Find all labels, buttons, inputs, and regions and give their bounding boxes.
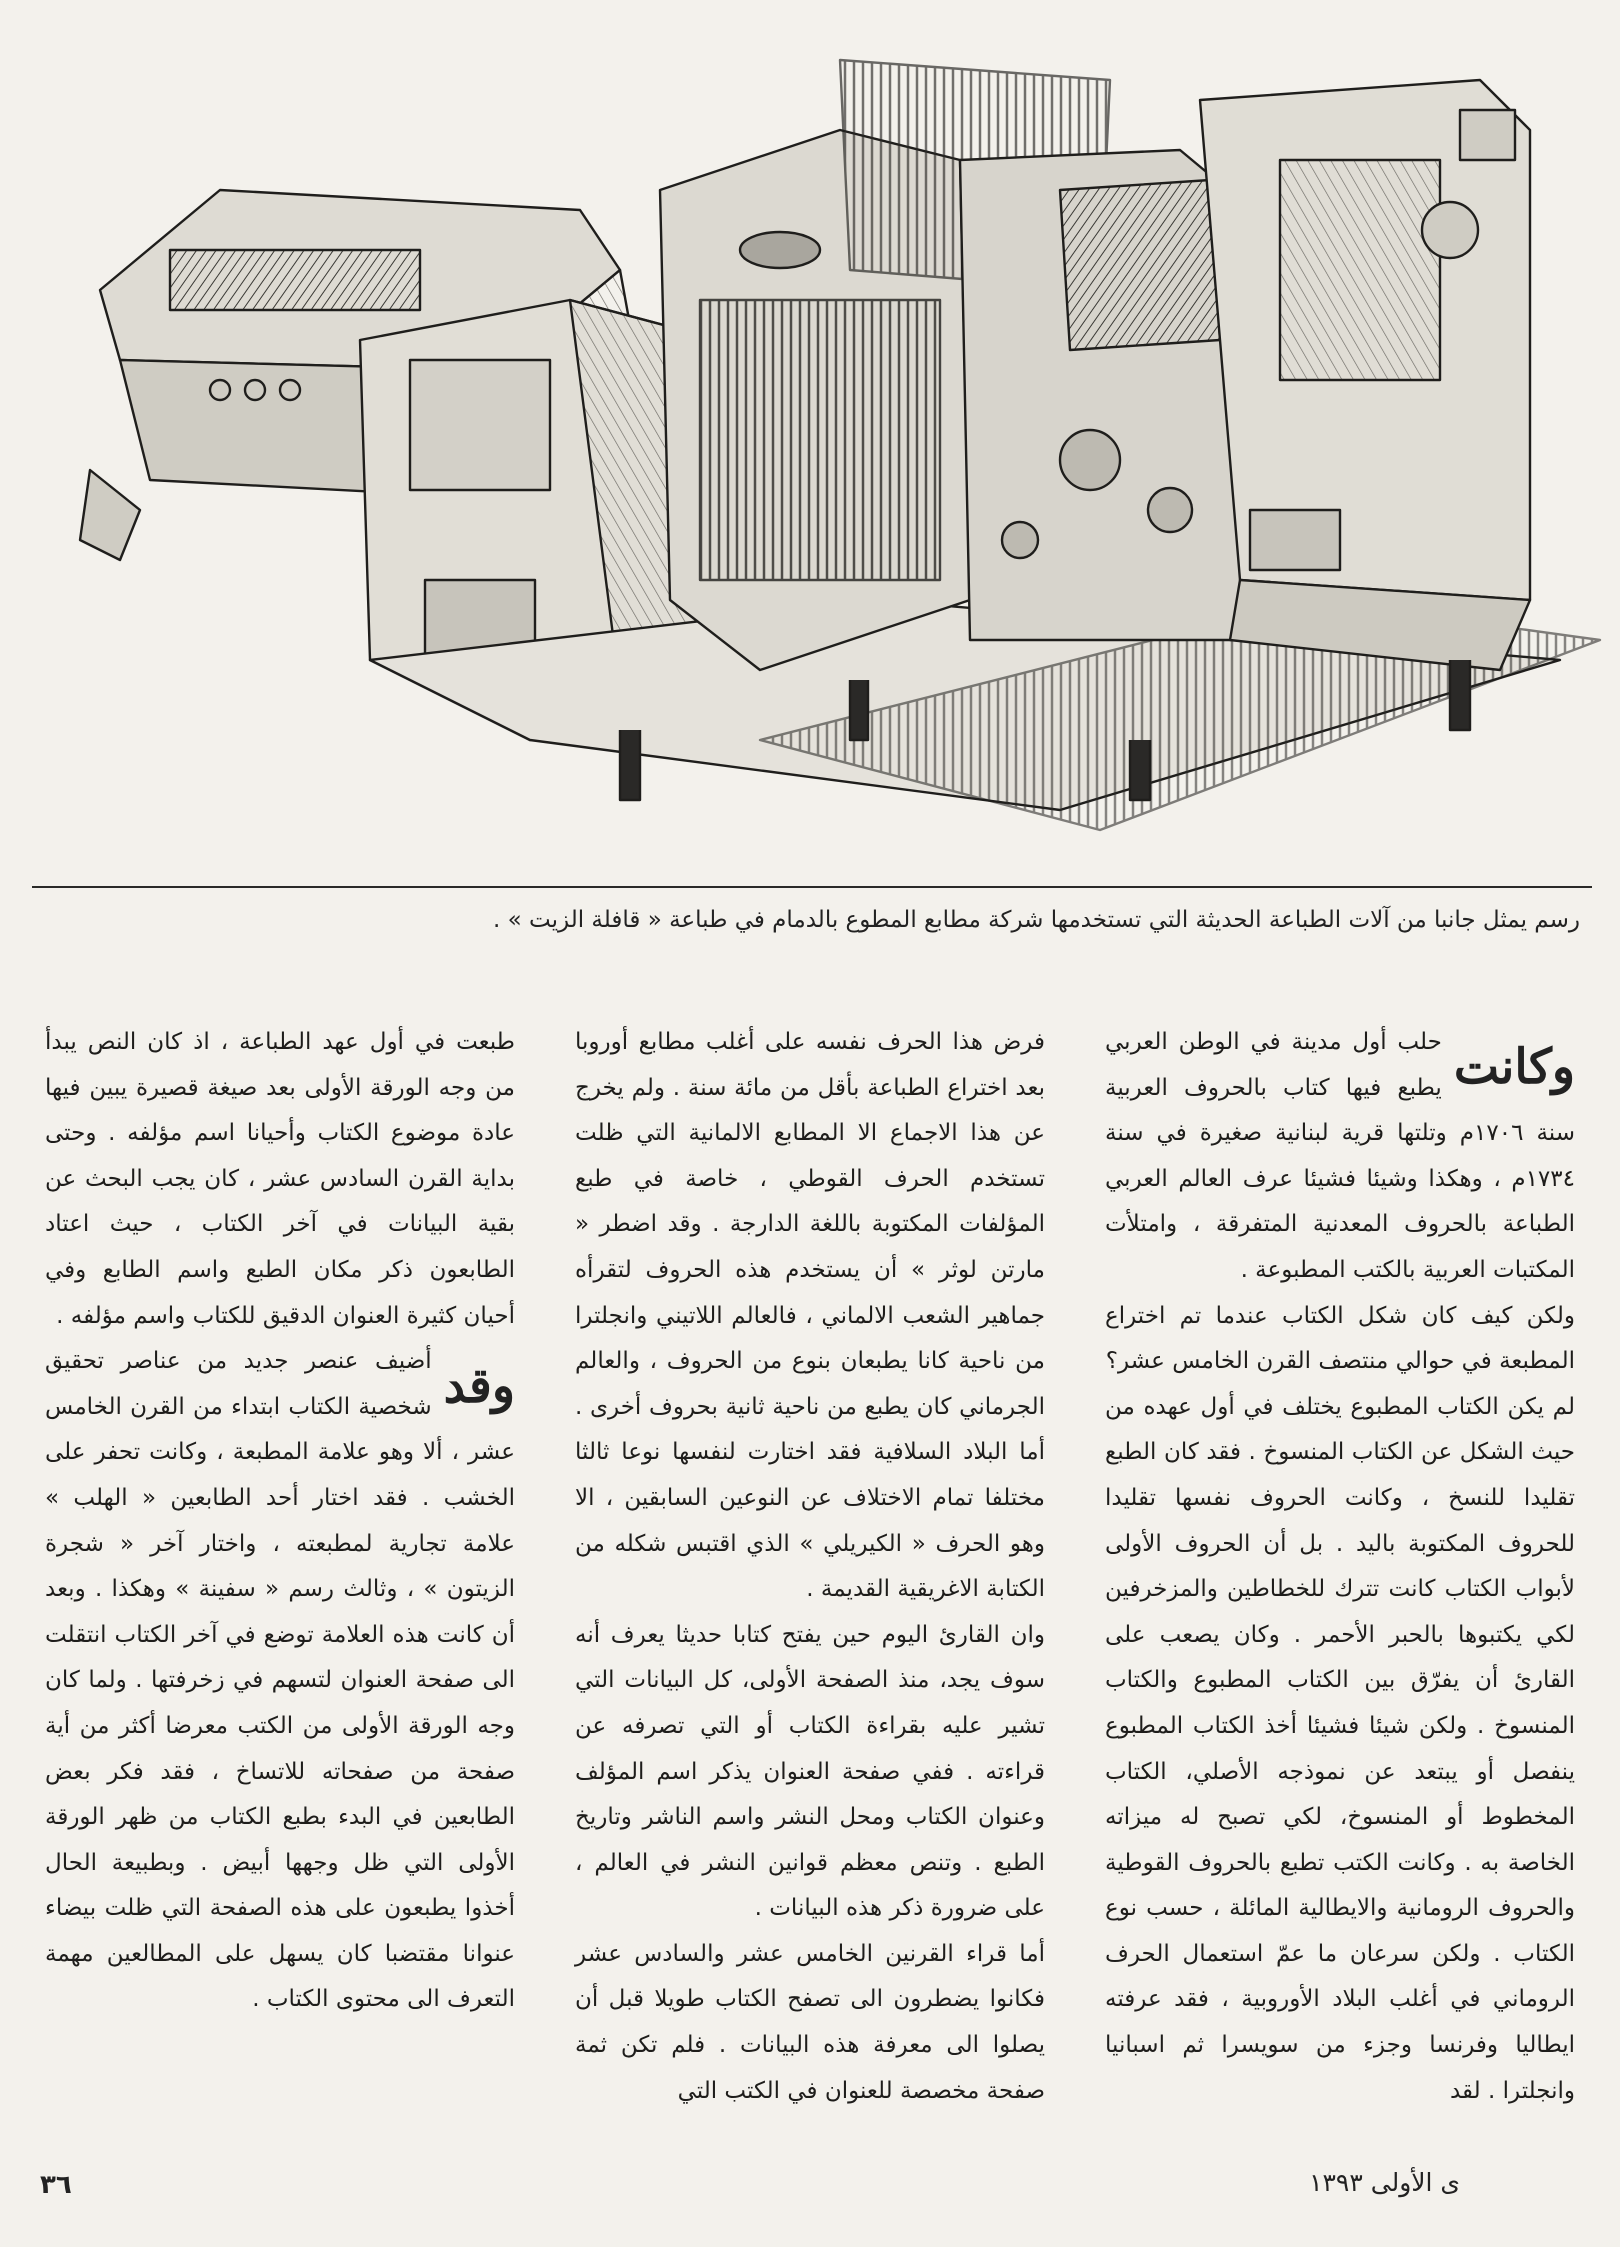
printing-press-drawing [60,40,1600,870]
article-paragraph: وان القارئ اليوم حين يفتح كتابا حديثا يعرف أنه سوف يجد، منذ الصفحة الأولى، كل البيانات التي تشير عليه بقراءة الكتاب أو التي تصرفه عن قراءته . ففي صفحة العنوان يذكر اسم المؤلف وعنوان الكتاب ومحل النشر واسم الناشر وتاريخ الطبع . وتنص معظم قوانين النشر في العالم ، على ضرورة ذكر هذه البيانات . [575,1621,1045,1922]
article-column-2 [575,1020,1045,2104]
article-paragraph: لم يكن الكتاب المطبوع يختلف في أول عهده من حيث الشكل عن الكتاب المنسوخ . فقد كان الطبع تقليدا للنسخ ، وكانت الحروف نفسها تقليدا للحروف المكتوبة باليد . بل أن الحروف الأولى لأبواب الكتاب كانت تترك للخطاطين والمزخرفين لكي يكتبوها بالحبر الأحمر . وكان يصعب على القارئ أن يفرّق بين الكتاب المطبوع والكتاب المنسوخ . ولكن شيئا فشيئا أخذ الكتاب المطبوع ينفصل أو يبتعد عن نموذجه الأصلي، الكتاب المخطوط أو المنسوخ، لكي تصبح له ميزاته الخاصة به . وكانت الكتب تطبع بالحروف القوطية والحروف الرومانية والايطالية المائلة ، حسب نوع الكتاب . ولكن سرعان ما عمّ استعمال الحرف الروماني في أغلب البلاد الأوروبية ، فقد عرفته ايطاليا وفرنسا وجزء من سويسرا ثم اسبانيا وانجلترا . لقد [1105,1393,1575,2104]
printing-press-illustration [60,40,1600,870]
article-column-3 [45,1020,515,2060]
article-paragraph: أما قراء القرنين الخامس عشر والسادس عشر فكانوا يضطرون الى تصفح الكتاب طويلا قبل أن يصلوا الى معرفة هذه البيانات . فلم تكن ثمة صفحة مخصصة للعنوان في الكتب التي [575,1940,1045,2104]
article-paragraph [45,1339,515,2023]
article-column-1 [1105,1020,1575,2104]
issue-date: ى الأولى ١٣٩٣ [1309,2168,1460,2197]
caption-rule [32,886,1592,888]
figure-caption: رسم يمثل جانبا من آلات الطباعة الحديثة التي تستخدمها شركة مطابع المطوع بالدمام في طباعة « قافلة الزيت » . [493,907,1580,933]
article-paragraph: ولكن كيف كان شكل الكتاب عندما تم اختراع المطبعة في حوالي منتصف القرن الخامس عشر؟ [1105,1302,1575,1375]
drop-cap: وكانت [1453,1039,1575,1095]
article-paragraph [1105,1020,1575,1294]
article-paragraph: طبعت في أول عهد الطباعة ، اذ كان النص يبدأ من وجه الورقة الأولى بعد صيغة قصيرة يبين فيها عادة موضوع الكتاب وأحيانا اسم مؤلفه . وحتى بداية القرن السادس عشر ، كان يجب البحث عن بقية البيانات في آخر الكتاب ، حيث اعتاد الطابعون ذكر مكان الطبع واسم الطابع وفي أحيان كثيرة العنوان الدقيق للكتاب واسم مؤلفه . [45,1029,515,1329]
drop-cap: وقد [443,1358,515,1415]
page-number: ٣٦ [40,2170,72,2200]
paragraph-text: أضيف عنصر جديد من عناصر تحقيق شخصية الكتاب ابتداء من القرن الخامس عشر ، ألا وهو علامة المطبعة ، وكانت تحفر على الخشب . فقد اختار أحد الطابعين « الهلب » علامة تجارية لمطبعته ، واختار آخر « شجرة الزيتون » ، وثالث رسم « سفينة » وهكذا . وبعد أن كانت هذه العلامة توضع في آخر الكتاب انتقلت الى صفحة العنوان لتسهم في زخرفتها . ولما كان وجه الورقة الأولى من الكتب معرضا أكثر من أية صفحة من صفحاته للاتساخ ، فقد فكر بعض الطابعين في البدء بطبع الكتاب من ظهر الورقة الأولى التي ظل وجهها أبيض . وبطبيعة الحال أخذوا يطبعون على هذه الصفحة التي ظلت بيضاء عنوانا مقتضبا كان يسهل على المطالعين مهمة التعرف الى محتوى الكتاب . [45,1348,515,2013]
paragraph-text: حلب أول مدينة في الوطن العربي يطبع فيها كتاب بالحروف العربية سنة ١٧٠٦م وتلتها قرية لبنانية صغيرة في سنة ١٧٣٤م ، وهكذا وشيئا فشيئا عرف العالم العربي الطباعة بالحروف المعدنية المتفرقة ، وامتلأت المكتبات العربية بالكتب المطبوعة . [1105,1029,1575,1283]
article-paragraph: فرض هذا الحرف نفسه على أغلب مطابع أوروبا بعد اختراع الطباعة بأقل من مائة سنة . ولم يخرج عن هذا الاجماع الا المطابع الالمانية التي ظلت تستخدم الحرف القوطي ، خاصة في طبع المؤلفات المكتوبة باللغة الدارجة . وقد اضطر « مارتن لوثر » أن يستخدم هذه الحروف لتقرأه جماهير الشعب الالماني ، فالعالم اللاتيني وانجلترا من ناحية كانا يطبعان بنوع من الحروف ، والعالم الجرماني كان يطبع من ناحية ثانية بحروف أخرى . أما البلاد السلافية فقد اختارت لنفسها نوعا ثالثا مختلفا تمام الاختلاف عن النوعين السابقين ، الا وهو الحرف « الكيريلي » الذي اقتبس شكله من الكتابة الاغريقية القديمة . [575,1029,1045,1603]
